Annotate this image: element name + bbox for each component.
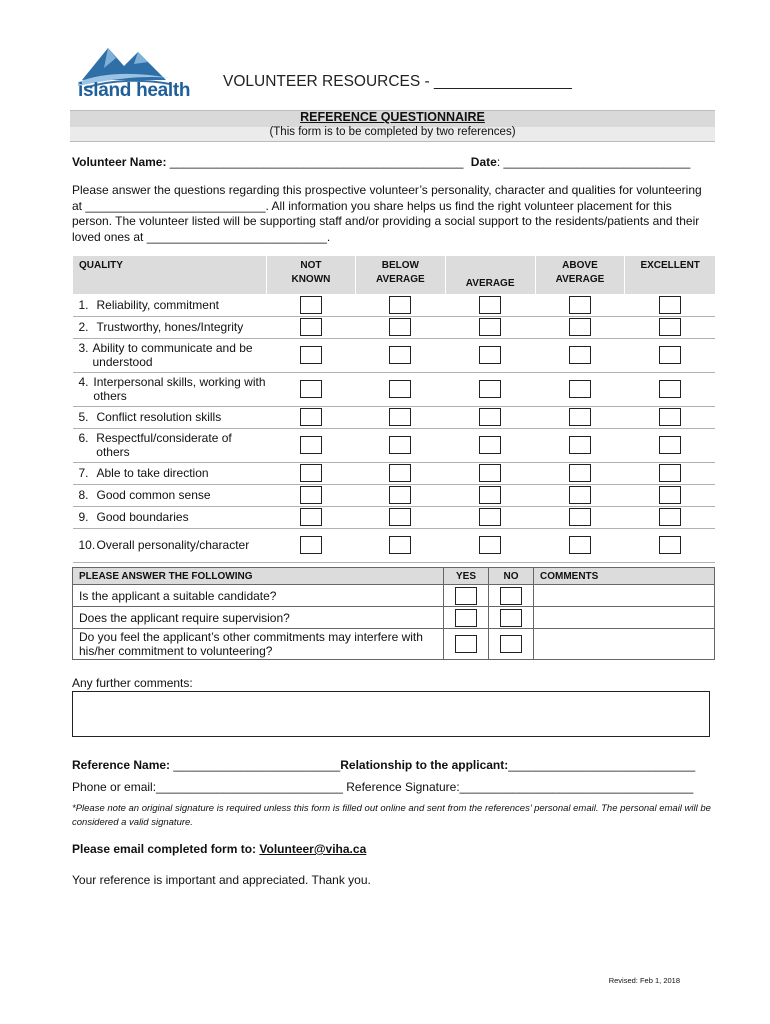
checkbox-above-average[interactable]: [569, 296, 591, 314]
quality-label: 4. Interpersonal skills, working with others: [73, 372, 267, 406]
checkbox-yes[interactable]: [455, 635, 477, 653]
signature-note: *Please note an original signature is required unless this form is filled out online and sent from the references’ personal email. The personal email will be considered a valid signature.: [72, 803, 711, 828]
checkbox-excellent[interactable]: [659, 318, 681, 336]
quality-table: [72, 256, 715, 563]
follow-question: Is the applicant a suitable candidate?: [73, 585, 444, 607]
checkbox-above-average[interactable]: [569, 486, 591, 504]
phone-row: [72, 780, 693, 794]
checkbox-below-average[interactable]: [389, 536, 411, 554]
intro-paragraph: Please answer the questions regarding this prospective volunteer’s personality, character and qualities for volunteering at ___________________________. All information you share helps us find the right volunteer placement for this person. The volunteer listed will be supporting staff and/or providing a social support to the residents/patients and their loved ones at ___________________________.: [72, 183, 702, 244]
quality-row: [73, 316, 716, 338]
comments-cell[interactable]: [534, 585, 715, 607]
checkbox-not-known[interactable]: [300, 380, 322, 398]
volunteer-email-link[interactable]: Volunteer@viha.ca: [259, 842, 367, 856]
follow-up-table: [72, 567, 715, 660]
reference-name-label: Reference Name:: [72, 758, 171, 772]
thanks-text: Your reference is important and appreciated. Thank you.: [72, 873, 371, 887]
checkbox-no[interactable]: [500, 587, 522, 605]
checkbox-not-known[interactable]: [300, 346, 322, 364]
signature-label: Reference Signature:: [342, 780, 460, 794]
signature-field[interactable]: ___________________________________: [459, 780, 694, 794]
quality-label: 8. Good common sense: [73, 484, 267, 506]
quality-label: 2. Trustworthy, hones/Integrity: [73, 316, 267, 338]
email-instruction-label: Please email completed form to:: [72, 842, 260, 856]
volunteer-name-label: Volunteer Name:: [72, 155, 167, 169]
reference-name-field[interactable]: _________________________: [170, 758, 341, 772]
checkbox-above-average[interactable]: [569, 346, 591, 364]
checkbox-average[interactable]: [479, 536, 501, 554]
further-comments-label: Any further comments:: [72, 676, 193, 690]
checkbox-above-average[interactable]: [569, 464, 591, 482]
checkbox-below-average[interactable]: [389, 486, 411, 504]
checkbox-average[interactable]: [479, 380, 501, 398]
checkbox-no[interactable]: [500, 635, 522, 653]
checkbox-average[interactable]: [479, 318, 501, 336]
checkbox-average[interactable]: [479, 464, 501, 482]
checkbox-below-average[interactable]: [389, 464, 411, 482]
checkbox-above-average[interactable]: [569, 436, 591, 454]
checkbox-excellent[interactable]: [659, 536, 681, 554]
checkbox-above-average[interactable]: [569, 536, 591, 554]
quality-row: [73, 406, 716, 428]
quality-row: [73, 462, 716, 484]
header-quality: QUALITY: [73, 256, 267, 294]
quality-label: 10. Overall personality/character: [73, 528, 267, 562]
checkbox-not-known[interactable]: [300, 408, 322, 426]
quality-row: [73, 506, 716, 528]
checkbox-average[interactable]: [479, 508, 501, 526]
volunteer-name-field[interactable]: ____________________________________________: [166, 155, 464, 169]
header-no: NO: [489, 568, 534, 585]
header-below-average: BELOW AVERAGE: [355, 256, 445, 294]
header-above-average: ABOVE AVERAGE: [535, 256, 625, 294]
checkbox-excellent[interactable]: [659, 464, 681, 482]
checkbox-below-average[interactable]: [389, 318, 411, 336]
checkbox-excellent[interactable]: [659, 486, 681, 504]
volunteer-name-row: [72, 155, 690, 169]
relationship-field[interactable]: ____________________________: [508, 758, 696, 772]
quality-row: [73, 372, 716, 406]
logo-text: island health: [78, 80, 191, 101]
date-field[interactable]: : ____________________________: [496, 155, 691, 169]
checkbox-above-average[interactable]: [569, 408, 591, 426]
header-please-answer: PLEASE ANSWER THE FOLLOWING: [73, 568, 444, 585]
follow-question: Do you feel the applicant’s other commitments may interfere with his/her commitment to volunteering?: [73, 629, 444, 660]
quality-row: [73, 294, 716, 316]
further-comments-box[interactable]: [72, 691, 710, 737]
checkbox-above-average[interactable]: [569, 380, 591, 398]
checkbox-not-known[interactable]: [300, 536, 322, 554]
checkbox-below-average[interactable]: [389, 346, 411, 364]
checkbox-average[interactable]: [479, 296, 501, 314]
header-excellent: EXCELLENT: [625, 256, 715, 294]
quality-label: 9. Good boundaries: [73, 506, 267, 528]
quality-row: [73, 338, 716, 372]
follow-question: Does the applicant require supervision?: [73, 607, 444, 629]
quality-label: 7. Able to take direction: [73, 462, 267, 484]
checkbox-average[interactable]: [479, 436, 501, 454]
email-instruction: [72, 842, 366, 856]
quality-row: [73, 484, 716, 506]
checkbox-not-known[interactable]: [300, 508, 322, 526]
header-not-known: NOT KNOWN: [266, 256, 355, 294]
form-subtitle: (This form is to be completed by two references): [269, 126, 516, 138]
checkbox-excellent[interactable]: [659, 296, 681, 314]
header-yes: YES: [444, 568, 489, 585]
checkbox-not-known[interactable]: [300, 296, 322, 314]
checkbox-below-average[interactable]: [389, 296, 411, 314]
revised-date: Revised: Feb 1, 2018: [608, 976, 680, 985]
checkbox-not-known[interactable]: [300, 318, 322, 336]
checkbox-excellent[interactable]: [659, 346, 681, 364]
checkbox-below-average[interactable]: [389, 408, 411, 426]
checkbox-no[interactable]: [500, 609, 522, 627]
checkbox-excellent[interactable]: [659, 508, 681, 526]
checkbox-not-known[interactable]: [300, 464, 322, 482]
follow-row: [73, 629, 715, 660]
header-comments: COMMENTS: [534, 568, 715, 585]
comments-cell[interactable]: [534, 629, 715, 660]
quality-label: 6. Respectful/considerate of others: [73, 428, 267, 462]
quality-row: [73, 428, 716, 462]
checkbox-excellent[interactable]: [659, 408, 681, 426]
checkbox-average[interactable]: [479, 486, 501, 504]
page-title: VOLUNTEER RESOURCES - ________________: [223, 73, 572, 90]
checkbox-below-average[interactable]: [389, 380, 411, 398]
checkbox-above-average[interactable]: [569, 508, 591, 526]
checkbox-yes[interactable]: [455, 587, 477, 605]
quality-label: 3. Ability to communicate and be understood: [73, 338, 267, 372]
checkbox-excellent[interactable]: [659, 380, 681, 398]
checkbox-not-known[interactable]: [300, 436, 322, 454]
checkbox-not-known[interactable]: [300, 486, 322, 504]
phone-label: Phone or email:: [72, 780, 157, 794]
checkbox-above-average[interactable]: [569, 318, 591, 336]
header-average: AVERAGE: [445, 256, 535, 294]
checkbox-below-average[interactable]: [389, 508, 411, 526]
checkbox-excellent[interactable]: [659, 436, 681, 454]
phone-field[interactable]: ____________________________: [156, 780, 343, 794]
checkbox-average[interactable]: [479, 408, 501, 426]
follow-row: [73, 585, 715, 607]
reference-name-row: [72, 758, 695, 772]
quality-label: 1. Reliability, commitment: [73, 294, 267, 316]
date-label: Date: [470, 155, 497, 169]
checkbox-average[interactable]: [479, 346, 501, 364]
form-title: REFERENCE QUESTIONNAIRE: [300, 110, 485, 124]
quality-row: [73, 528, 716, 562]
relationship-label: Relationship to the applicant:: [340, 758, 509, 772]
checkbox-below-average[interactable]: [389, 436, 411, 454]
quality-label: 5. Conflict resolution skills: [73, 406, 267, 428]
checkbox-yes[interactable]: [455, 609, 477, 627]
follow-row: [73, 607, 715, 629]
comments-cell[interactable]: [534, 607, 715, 629]
